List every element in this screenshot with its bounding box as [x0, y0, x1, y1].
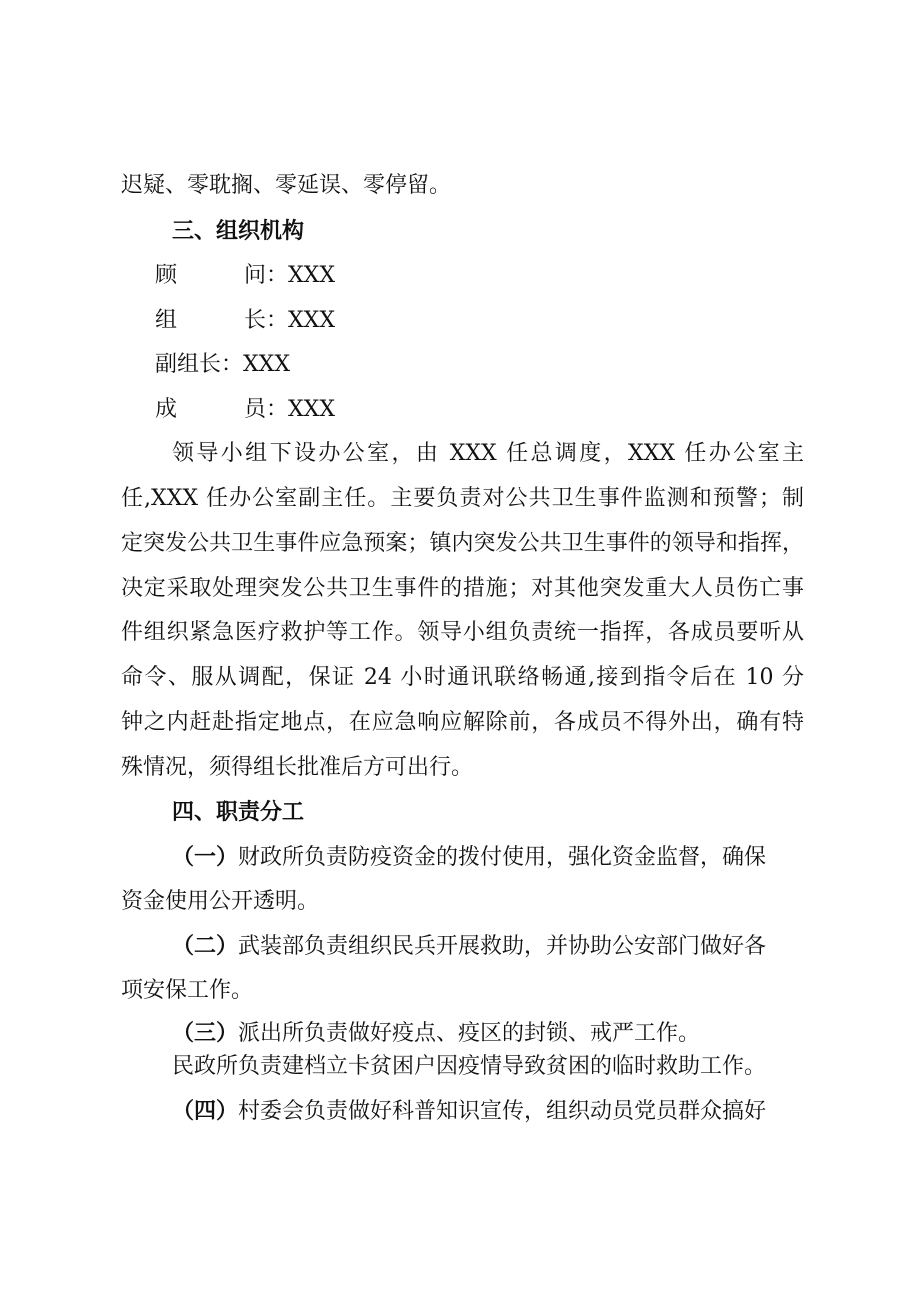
org-member-value: 员：XXX	[244, 397, 335, 422]
duty-2-text: 武装部负责组织民兵开展救助，并协助公安部门做好各	[238, 934, 767, 959]
duty-3-text: 派出所负责做好疫点、疫区的封锁、戒严工作。	[238, 1021, 701, 1046]
org-deputy: 副组长：XXX	[155, 352, 290, 377]
duty-2-line-1	[172, 931, 766, 962]
duty-3-line-2: 民政所负责建档立卡贫困户因疫情导致贫困的临时救助工作。	[172, 1054, 767, 1079]
duty-4-text: 村委会负责做好科普知识宣传，组织动员党员群众搞好	[238, 1099, 767, 1124]
office-para-line-7: 钟之内赶赴指定地点，在应急响应解除前，各成员不得外出，确有特	[121, 710, 804, 735]
duty-4-label: （四）	[172, 1098, 239, 1124]
duty-2-line-2: 项安保工作。	[121, 978, 254, 1003]
section-4-heading: 四、职责分工	[172, 799, 305, 825]
office-para-line-4: 决定采取处理突发公共卫生事件的措施；对其他突发重大人员伤亡事	[121, 576, 804, 601]
office-para-line-3: 定突发公共卫生事件应急预案；镇内突发公共卫生事件的领导和指挥，	[121, 531, 804, 556]
duty-2-label: （二）	[172, 933, 239, 959]
office-para-line-1: 领导小组下设办公室，由 XXX 任总调度，XXX 任办公室主	[172, 441, 804, 466]
office-para-line-6: 命令、服从调配，保证 24 小时通讯联络畅通,接到指令后在 10 分	[121, 665, 804, 690]
duty-1-label: （一）	[172, 844, 239, 870]
office-para-line-8: 殊情况，须得组长批准后方可出行。	[121, 755, 474, 780]
org-member-label: 成	[155, 397, 178, 422]
org-leader-label: 组	[155, 308, 178, 333]
office-para-line-5: 件组织紧急医疗救护等工作。领导小组负责统一指挥，各成员要听从	[121, 620, 804, 645]
duty-1-text: 财政所负责防疫资金的拨付使用，强化资金监督，确保	[238, 845, 767, 870]
office-para-line-2: 任,XXX 任办公室副主任。主要负责对公共卫生事件监测和预警；制	[121, 486, 804, 511]
duty-3-label: （三）	[172, 1020, 239, 1046]
org-adviser-label: 顾	[155, 263, 178, 288]
org-adviser-value: 问：XXX	[244, 263, 335, 288]
duty-1-line-1	[172, 842, 766, 873]
duty-4-line-1	[172, 1096, 766, 1127]
duty-3-line-1	[172, 1018, 700, 1049]
org-leader-value: 长：XXX	[244, 308, 335, 333]
intro-line: 迟疑、零耽搁、零延误、零停留。	[121, 173, 452, 198]
duty-1-line-2: 资金使用公开透明。	[121, 889, 320, 914]
section-3-heading: 三、组织机构	[172, 218, 305, 244]
